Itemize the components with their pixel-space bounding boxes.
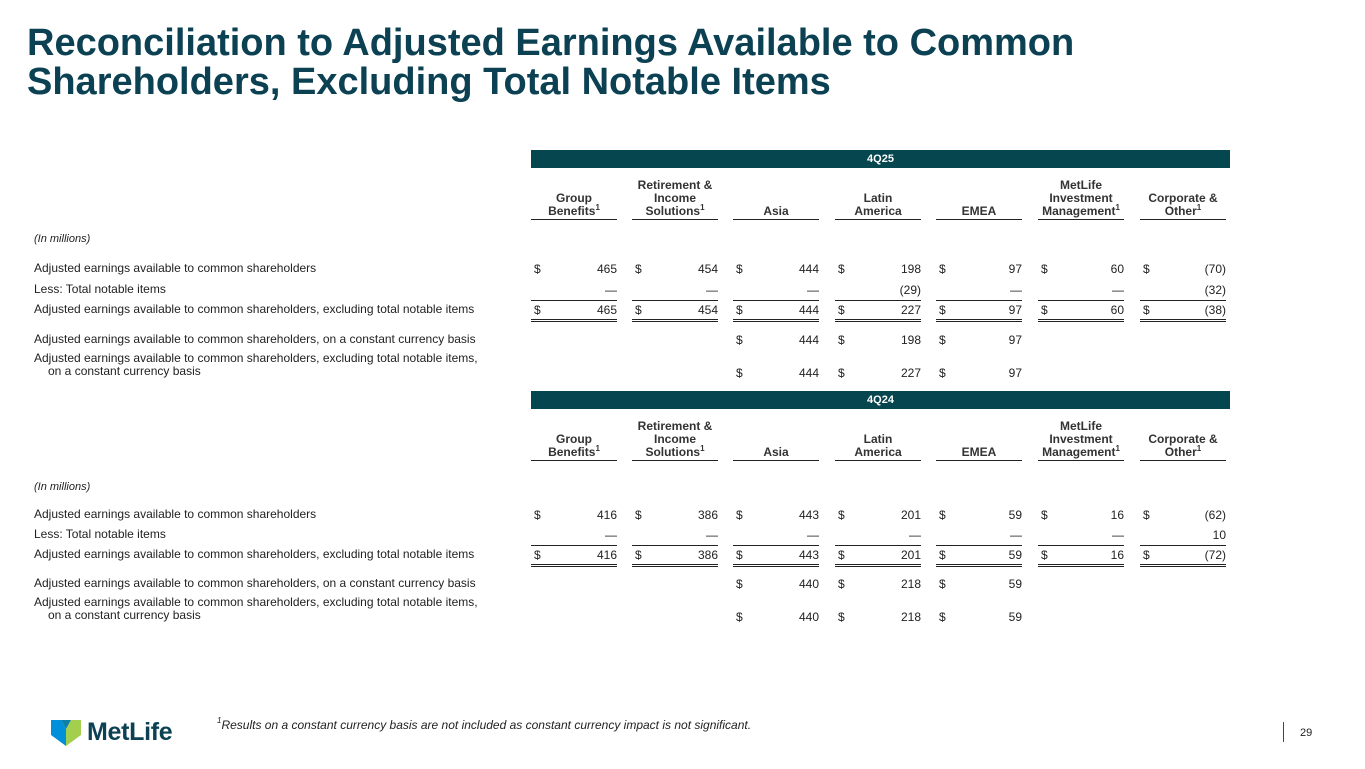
table-cell: $ 97 (939, 262, 1022, 276)
table-cell: $ 59 (939, 508, 1022, 522)
table-cell: $ 440 (736, 577, 819, 591)
column-header: Retirement & Income Solutions$^1$ (632, 179, 718, 220)
row-label-excluding: Adjusted earnings available to common shareholders, excluding total notable items (34, 302, 475, 316)
table-cell: $ 59 (936, 548, 1022, 567)
table-cell: $ 60 (1038, 303, 1124, 322)
table-cell: $ 443 (733, 548, 819, 567)
table-cell (1140, 610, 1226, 624)
table-cell (531, 577, 617, 591)
page-title: Reconciliation to Adjusted Earnings Available to Common Shareholders, Excluding Total Notable Items (27, 22, 1075, 103)
table-cell: — (936, 283, 1022, 301)
table-cell: $ (70) (1143, 262, 1226, 276)
column-header: Asia (733, 205, 819, 220)
table-cell: — (1038, 528, 1124, 546)
table-cell: $ 440 (736, 610, 819, 624)
footnote: $^1$Results on a constant currency basis are not included as constant currency impact is not significant. (217, 716, 752, 732)
table-cell (531, 366, 617, 380)
table-cell: — (531, 283, 617, 301)
table-cell: $ 59 (939, 577, 1022, 591)
table-cell: — (835, 528, 921, 546)
row-label-constant: Adjusted earnings available to common shareholders, on a constant currency basis (34, 576, 476, 590)
table-cell: $ 386 (635, 508, 718, 522)
row-label-less_notable: Less: Total notable items (34, 527, 166, 541)
table-cell: $ 416 (534, 508, 617, 522)
table-cell (632, 577, 718, 591)
table-cell: $ 201 (838, 508, 921, 522)
table-cell (1038, 610, 1124, 624)
table-cell: $ 444 (733, 303, 819, 322)
table-cell (632, 333, 718, 347)
table-cell: $ 227 (838, 366, 921, 380)
table-cell: $ (38) (1140, 303, 1226, 322)
column-header: EMEA (936, 446, 1022, 461)
unit-label: (In millions) (34, 233, 91, 245)
table-cell: $ 16 (1038, 548, 1124, 567)
row-label-constant: Adjusted earnings available to common shareholders, on a constant currency basis (34, 332, 476, 346)
column-header: Latin America (835, 433, 921, 461)
column-header: EMEA (936, 205, 1022, 220)
row-label-adjusted: Adjusted earnings available to common shareholders (34, 261, 317, 275)
table-cell: — (531, 528, 617, 546)
column-header: MetLife Investment Management$^1$ (1038, 420, 1124, 461)
metlife-logo (51, 718, 172, 746)
row-label-less_notable: Less: Total notable items (34, 282, 166, 296)
table-cell (1140, 366, 1226, 380)
column-header: Asia (733, 446, 819, 461)
table-cell: — (733, 528, 819, 546)
table-cell: $ 227 (835, 303, 921, 322)
table-cell: $ 454 (632, 303, 718, 322)
table-cell (1140, 333, 1226, 347)
table-cell: $ 97 (939, 333, 1022, 347)
table-cell (1038, 333, 1124, 347)
table-cell: $ 444 (736, 333, 819, 347)
table-cell: $ 59 (939, 610, 1022, 624)
row-label-excluding: Adjusted earnings available to common shareholders, excluding total notable items (34, 547, 475, 561)
table-cell: $ (62) (1143, 508, 1226, 522)
table-cell (531, 610, 617, 624)
page-number-divider (1283, 722, 1284, 742)
column-header: Retirement & Income Solutions$^1$ (632, 420, 718, 461)
column-header: Group Benefits$^1$ (531, 192, 617, 220)
table-cell: $ 416 (531, 548, 617, 567)
table-cell (1038, 577, 1124, 591)
table-cell: $ 201 (835, 548, 921, 567)
table-cell: $ 97 (936, 303, 1022, 322)
table-cell: — (936, 528, 1022, 546)
table-cell: (29) (835, 283, 921, 301)
table-cell: $ 454 (635, 262, 718, 276)
table-cell: $ 97 (939, 366, 1022, 380)
table-cell: $ 218 (838, 610, 921, 624)
table-cell: — (1038, 283, 1124, 301)
column-header: Corporate & Other$^1$ (1140, 192, 1226, 220)
table-cell: $ 465 (531, 303, 617, 322)
row-label-excluding_constant: Adjusted earnings available to common shareholders, excluding total notable items, on a constant currency basis (34, 595, 478, 622)
row-label-adjusted: Adjusted earnings available to common shareholders (34, 507, 317, 521)
table-cell: — (733, 283, 819, 301)
row-label-excluding_constant: Adjusted earnings available to common shareholders, excluding total notable items, on a constant currency basis (34, 351, 478, 378)
table-cell: $ 444 (736, 262, 819, 276)
table-cell: $ 198 (838, 262, 921, 276)
table-cell: $ 16 (1041, 508, 1124, 522)
unit-label: (In millions) (34, 481, 91, 493)
column-header: Corporate & Other$^1$ (1140, 433, 1226, 461)
table-cell (632, 610, 718, 624)
table-cell: $ 386 (632, 548, 718, 567)
table-cell: $ 60 (1041, 262, 1124, 276)
table-cell: 10 (1140, 528, 1226, 546)
column-header: Latin America (835, 192, 921, 220)
table-cell (1038, 366, 1124, 380)
table-cell (531, 333, 617, 347)
table-cell: $ 444 (736, 366, 819, 380)
table-cell: — (632, 283, 718, 301)
table-cell: $ (72) (1140, 548, 1226, 567)
column-header: Group Benefits$^1$ (531, 433, 617, 461)
metlife-logo-text: MetLife (87, 717, 173, 746)
column-header: MetLife Investment Management$^1$ (1038, 179, 1124, 220)
table-cell: $ 198 (838, 333, 921, 347)
table-cell (632, 366, 718, 380)
metlife-m-icon (51, 718, 81, 746)
page-number: 29 (1300, 727, 1313, 739)
table-cell: $ 443 (736, 508, 819, 522)
period-band-1: 4Q24 (531, 391, 1230, 409)
table-cell: (32) (1140, 283, 1226, 301)
table-cell: $ 218 (838, 577, 921, 591)
table-cell: $ 465 (534, 262, 617, 276)
table-cell: — (632, 528, 718, 546)
period-band-0: 4Q25 (531, 150, 1230, 168)
table-cell (1140, 577, 1226, 591)
